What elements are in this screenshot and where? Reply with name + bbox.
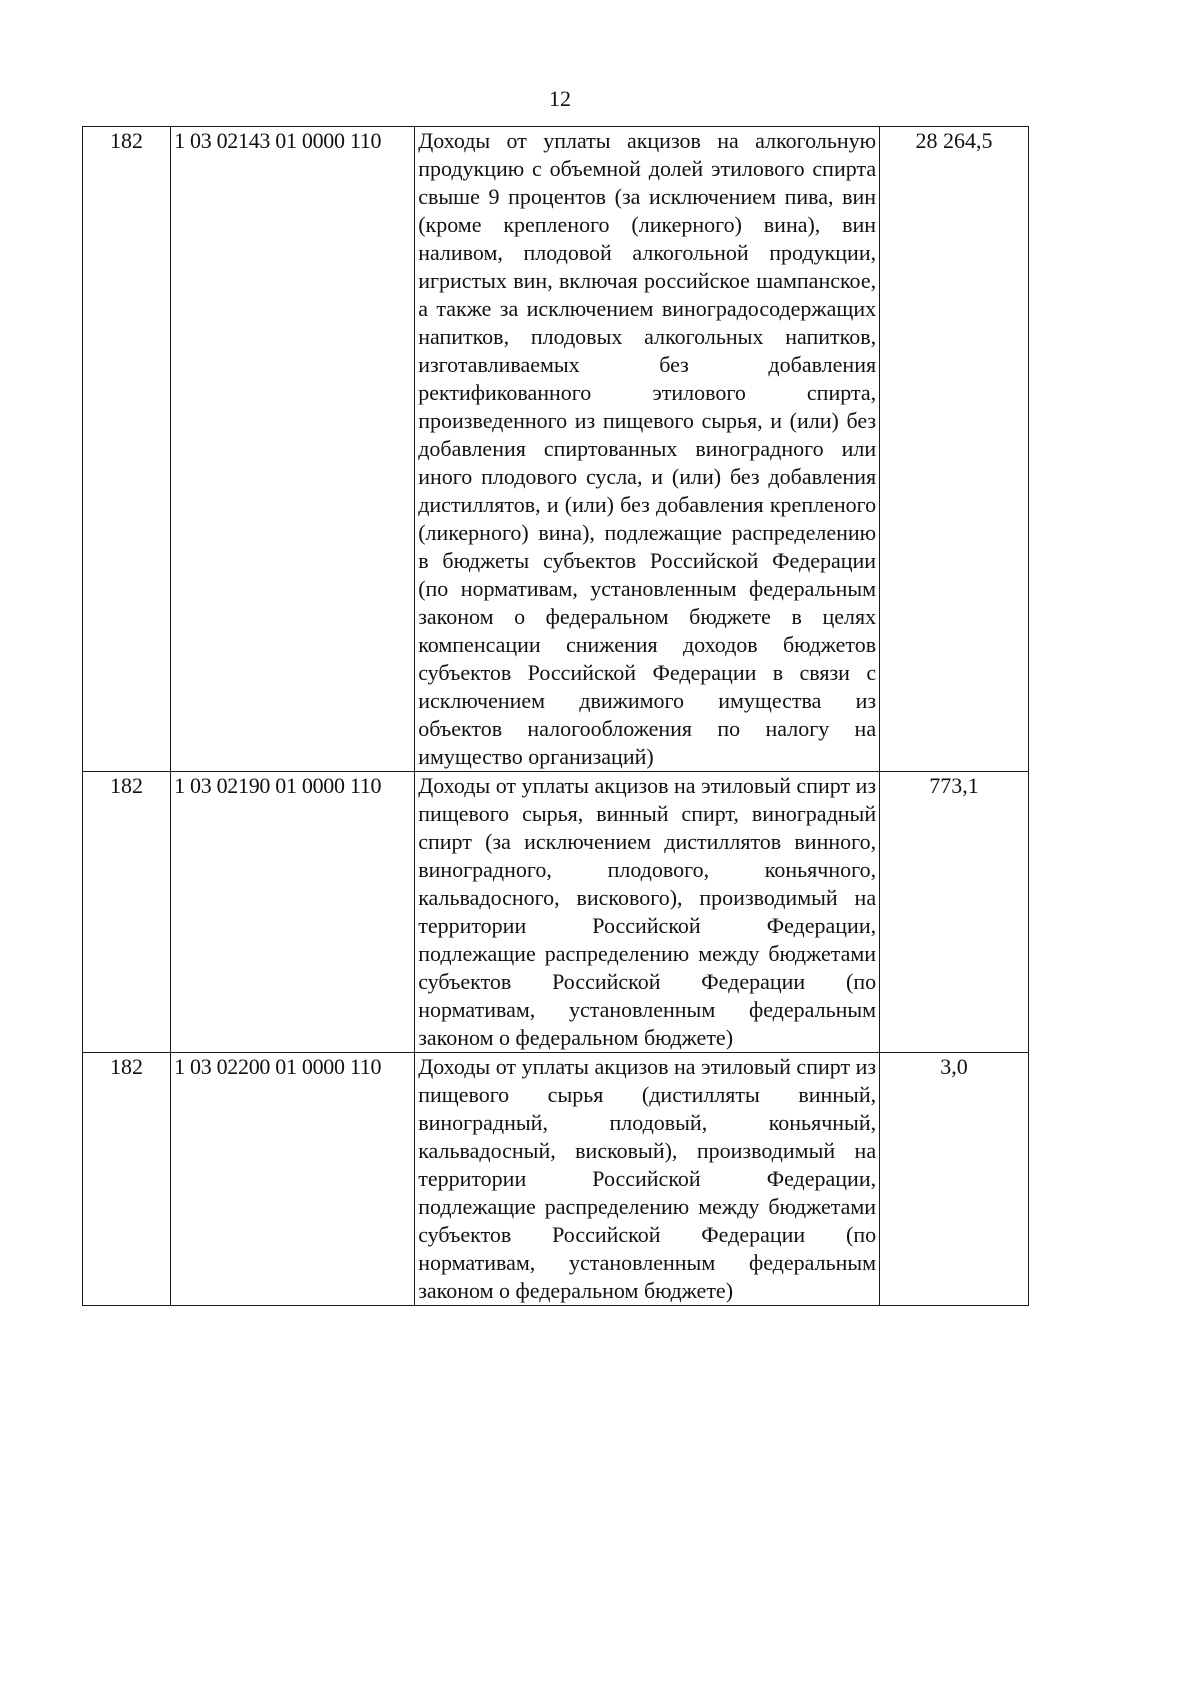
table-row <box>83 127 1029 772</box>
table-row <box>83 1053 1029 1306</box>
page-number: 12 <box>549 86 571 111</box>
amount-cell: 773,1 <box>880 772 1029 1053</box>
admin-code-cell: 182 <box>83 772 171 1053</box>
revenue-name-cell: Доходы от уплаты акцизов на этиловый спирт из пищевого сырья, винный спирт, виноградный спирт (за исключением дистиллятов винного, виноградного, плодового, коньячного, кальвадосного, вискового), производимый на территории Российской Федерации, подлежащие распределению между бюджетами субъектов Российской Федерации (по нормативам, установленным федеральным законом о федеральном бюджете) <box>415 772 880 1053</box>
budget-code-cell: 1 03 02200 01 0000 110 <box>171 1053 415 1306</box>
table-row <box>83 772 1029 1053</box>
admin-code-cell: 182 <box>83 127 171 772</box>
amount-cell: 3,0 <box>880 1053 1029 1306</box>
revenue-table <box>82 126 1029 1306</box>
budget-code-cell: 1 03 02143 01 0000 110 <box>171 127 415 772</box>
admin-code-cell: 182 <box>83 1053 171 1306</box>
revenue-name-cell: Доходы от уплаты акцизов на этиловый спирт из пищевого сырья (дистилляты винный, виноградный, плодовый, коньячный, кальвадосный, висковый), производимый на территории Российской Федерации, подлежащие распределению между бюджетами субъектов Российской Федерации (по нормативам, установленным федеральным законом о федеральном бюджете) <box>415 1053 880 1306</box>
revenue-name-cell: Доходы от уплаты акцизов на алкогольную продукцию с объемной долей этилового спирта свыше 9 процентов (за исключением пива, вин (кроме крепленого (ликерного) вина), вин наливом, плодовой алкогольной продукции, игристых вин, включая российское шампанское, а также за исключением виноградосодержащих напитков, плодовых алкогольных напитков, изготавливаемых без добавления ректификованного этилового спирта, произведенного из пищевого сырья, и (или) без добавления спиртованных виноградного или иного плодового сусла, и (или) без добавления дистиллятов, и (или) без добавления крепленого (ликерного) вина), подлежащие распределению в бюджеты субъектов Российской Федерации (по нормативам, установленным федеральным законом о федеральном бюджете в целях компенсации снижения доходов бюджетов субъектов Российской Федерации в связи с исключением движимого имущества из объектов налогообложения по налогу на имущество организаций) <box>415 127 880 772</box>
budget-code-cell: 1 03 02190 01 0000 110 <box>171 772 415 1053</box>
amount-cell: 28 264,5 <box>880 127 1029 772</box>
